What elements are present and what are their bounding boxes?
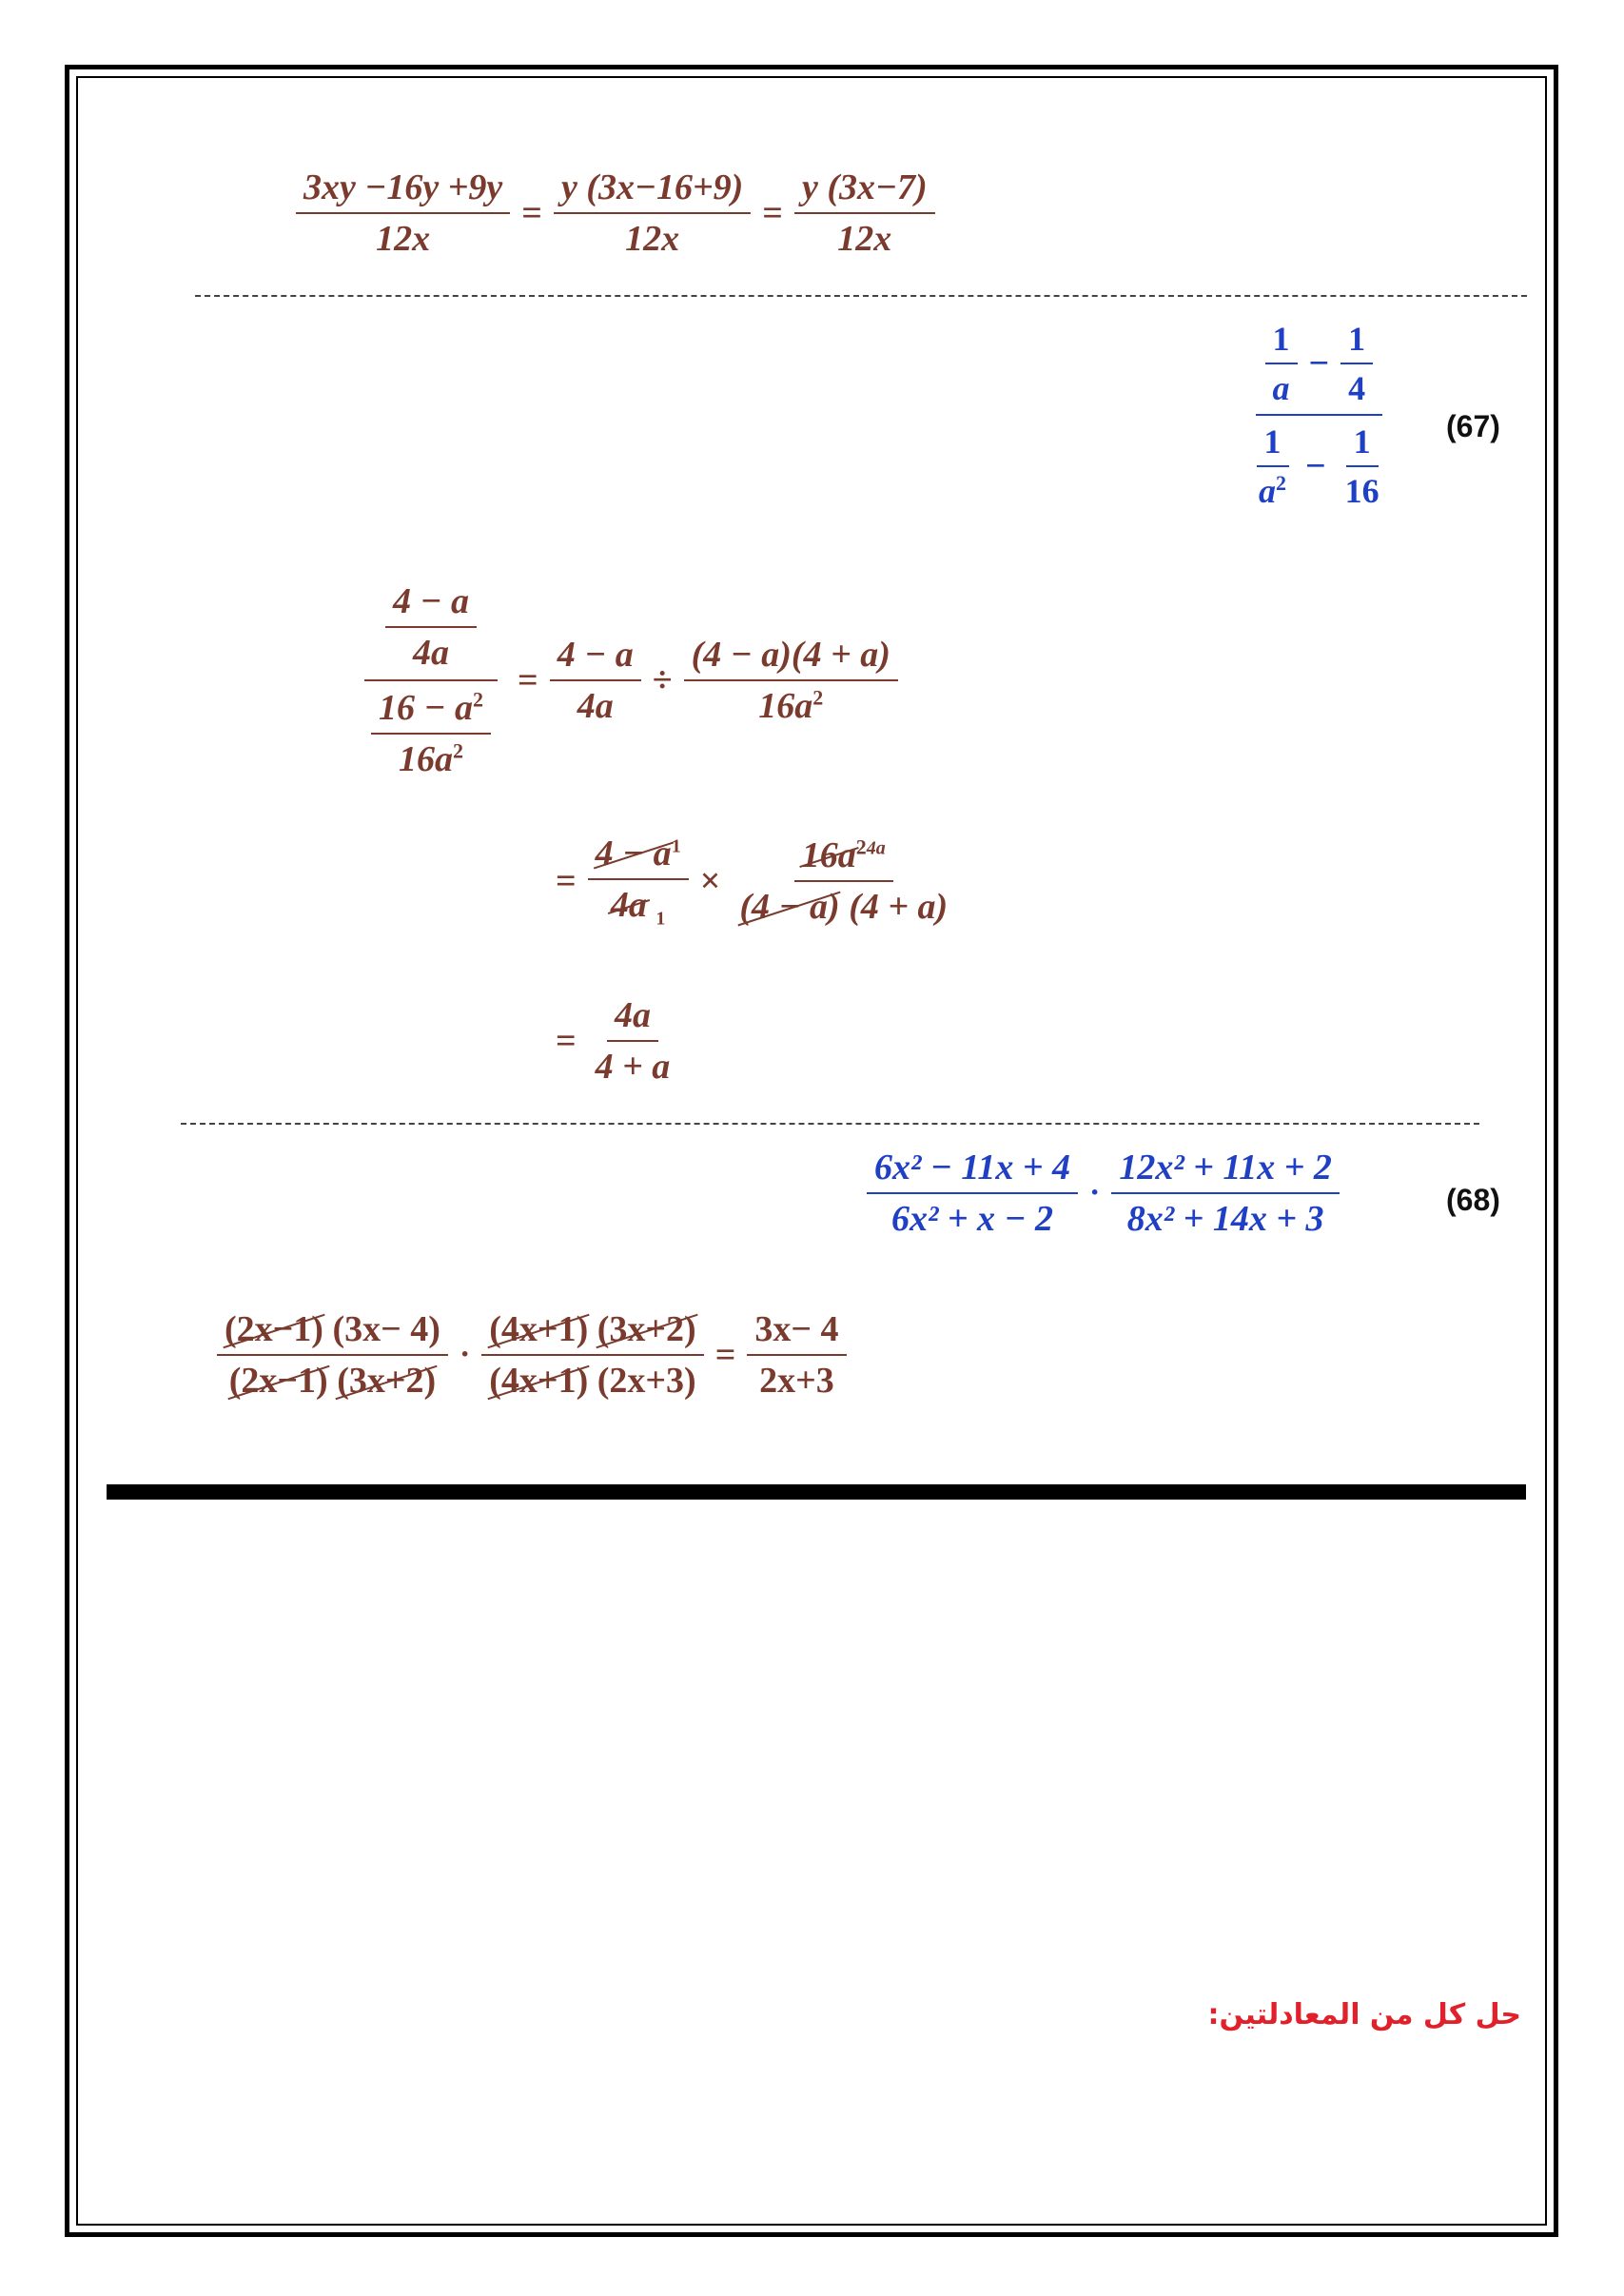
separator-dashed-2 — [181, 1123, 1479, 1125]
problem-67-expression: $\frac{1}{a}$ − $\frac{1}{4}$ $\frac{1}{a^2}$ − $\frac{1}{16}$ — [1242, 319, 1397, 511]
solution-67-result: = $\frac{4a}{4 + a}$ — [556, 995, 671, 1087]
solution-68: $\frac{(2x-1) (3x- 4)}{(2x-1) (3x+2)}$ · $\frac{(4x+1) (3x+2)}{(4x+1) (2x+3)}$ = $\frac{3x- 4}{2x+3}$ — [211, 1308, 852, 1402]
solution-67-step-1: $\frac{\frac{4 - a}{4a}}{\frac{16 - a^2}{16a^2}}$ = $\frac{4 - a}{4a}$ ÷ $\frac{(4 - a)(4 + a)}{16a^2}$ — [350, 580, 904, 780]
problem-67-number: (67) — [1446, 409, 1500, 443]
problem-68-expression: $\frac{\text{6x² − 11x + 4}}{\text{6x² + x − 2}}$ · $\frac{\text{12x² + 11x + 2}}{\text{8x² + 14x + 3}}$ — [861, 1147, 1345, 1240]
instruction-solve-equations: حل كل من المعادلتين: — [1207, 1998, 1521, 2031]
equation-66-simplification: $\frac{3xy -16y +9y}{12x}$ = $\frac{y (3x-16+9)}{12x}$ = $\frac{y (3x-7)}{12x}$ — [290, 167, 941, 260]
fraction-3: $\frac{y (3x-7)}{12x}$ — [794, 167, 935, 260]
separator-dashed-1 — [195, 295, 1527, 297]
fraction-1: $\frac{3xy -16y +9y}{12x}$ — [296, 167, 510, 260]
section-divider-thick — [107, 1484, 1526, 1500]
solution-67-step-2: = $\frac{4 - a^1}{4a _1}$ × $\frac{16a^{24a}}{(4 - a) (4 + a)}$ — [556, 834, 949, 930]
fraction-2: $\frac{y (3x-16+9)}{12x}$ — [554, 167, 751, 260]
problem-68-number: (68) — [1446, 1183, 1500, 1217]
